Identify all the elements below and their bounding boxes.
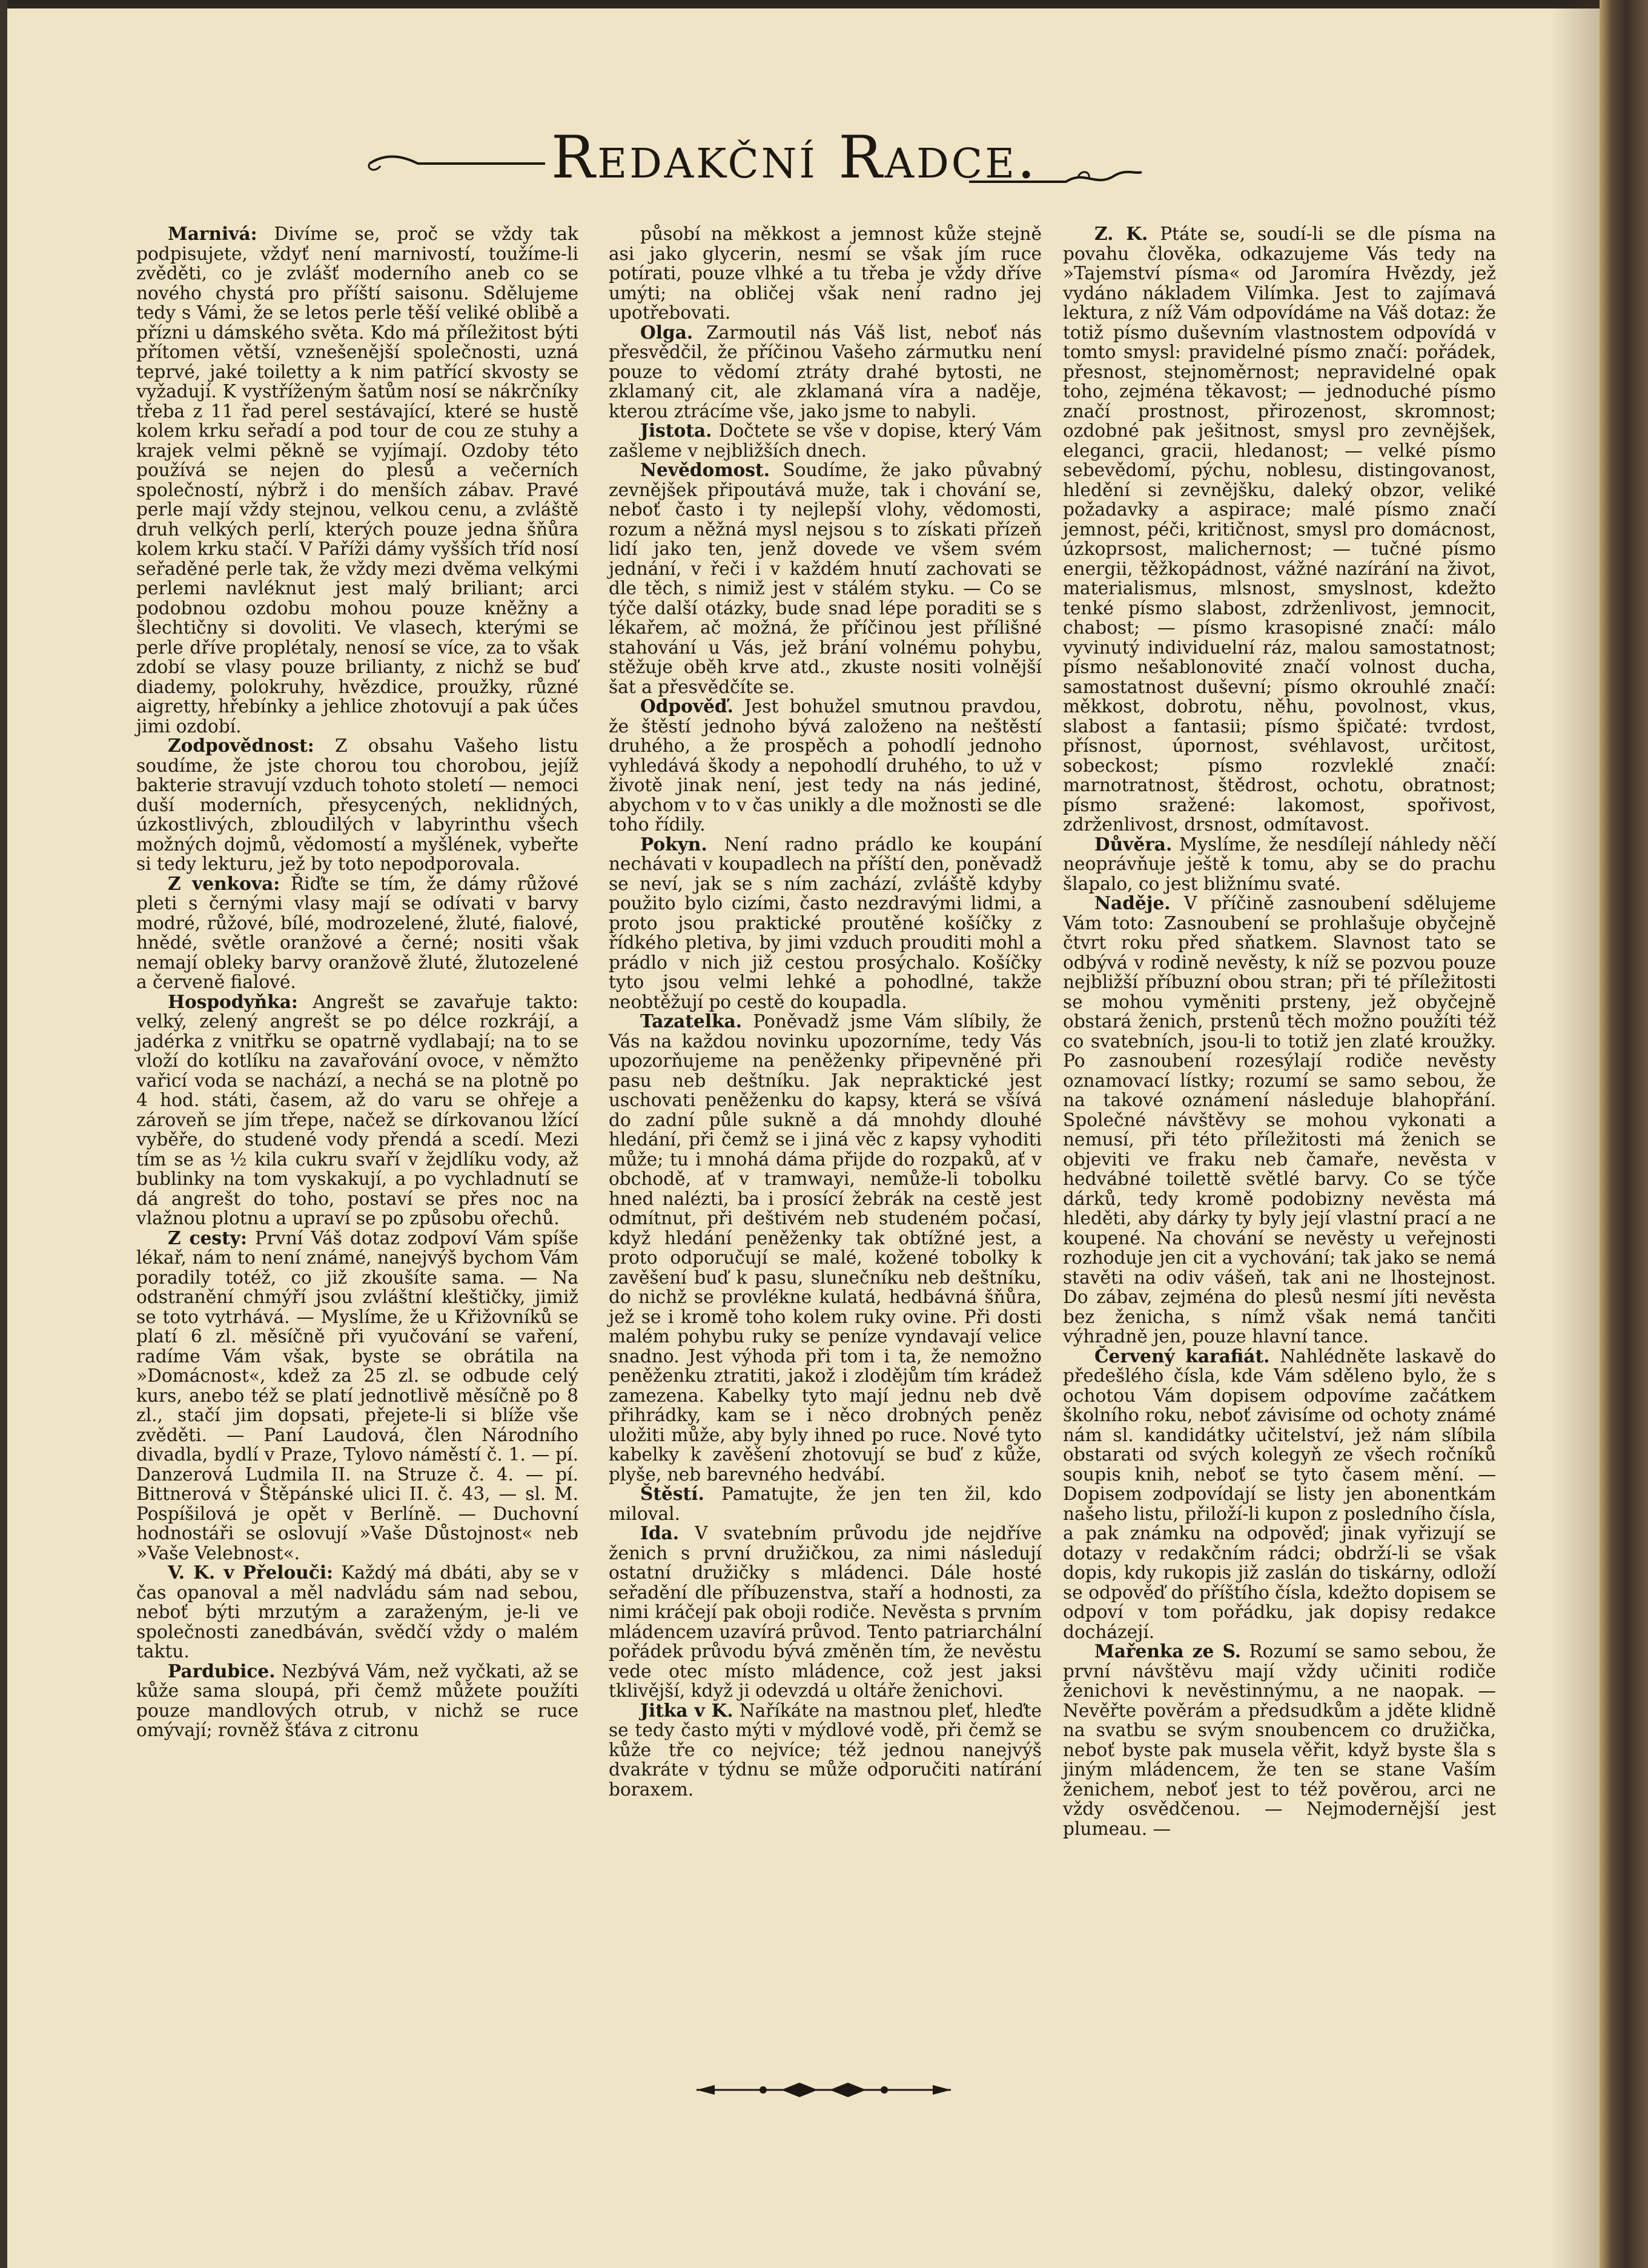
reply-paragraph [609,1524,1042,1701]
reply-heading: Jistota. [640,420,712,441]
reply-text: Pamatujte, že jen ten žil, kdo miloval. [609,1484,1042,1524]
reply-heading: Mařenka ze S. [1094,1640,1242,1662]
reply-text: Soudíme, že jako půvabný zevnějšek připoutává muže, tak i chování se, neboť často i ty nejlepší vlohy, vědomosti, rozum a něžná mysl nejsou s to získati přízeň lidí jako ten, jenž dovede ve všem svém jednání, v řeči i v každém hnutí zachovati se dle těch, s nimiž jest v stálém styku. — Co se týče další otázky, bude snad lépe poraditi se s lékařem, ač možná, že příčinou jest přílišné stahování u Vás, jež brání volnému pohybu, stěžuje oběh krve atd., zkuste nositi volnější šat a přesvědčíte se. [609,460,1042,697]
reply-paragraph [609,1012,1042,1484]
reply-text: V svatebním průvodu jde nejdříve ženich s první družičkou, za nimi následují ostatní družičky s mládenci. Dále hosté seřadění dle příbuzenstva, staří a hodnosti, za nimi kráčejí pak oboji rodiče. Nevěsta s prvním mládencem uzavírá průvod. Tento patriarchální pořádek průvodu bývá změněn tím, že nevěstu vede otec místo mládence, což jest jaksi tklivější, když ji odevzdá u oltáře ženichovi. [609,1523,1042,1701]
reply-paragraph [609,421,1042,460]
reply-heading: V. K. v Přelouči: [168,1562,333,1583]
reply-text: Zarmoutil nás Váš list, neboť nás přesvědčil, že příčinou Vašeho zármutku není pouze to vědomí ztráty drahé bytosti, ne zklamaný cit, ale zklamaná víra a naděje, kterou ztrácíme vše, jako jsme to nabyli. [609,322,1042,422]
reply-text: Poněvadž jsme Vám slíbily, že Vás na každou novinku upozorníme, tedy Vás upozorňujeme na peněženky připevněné při pasu neb deštníku. Jak nepraktické jest uschovati peněženku do kapsy, která se všívá do zadní půle sukně a dá mnohdy dlouhé hledání, při čemž se i jiná věc z kapsy vyhoditi může; tu i mnohá dáma přijde do rozpaků, ať v obchodě, ať v tramwayi, nemůže-li tobolku hned nalézti, ba i prosící žebrák na cestě jest odmítnut, při deštivém neb studeném počasí, když hledání peněženky tak obtížné jest, a proto odporučují se malé, kožené tobolky k zavěšení buď k pasu, slunečníku neb deštníku, do nichž se provlékne kulatá, hedbávná šňůra, jež se i kromě toho kolem ruky ovine. Při dosti malém pohybu ruky se peníze vyndavají velice snadno. Jest výhoda při tom i ta, že nemožno peněženku ztratiti, jakož i zlodějům tím krádež zamezena. Kabelky tyto mají jednu neb dvě přihrádky, kam se i něco drobných peněz uložiti může, aby byly ihned po ruce. Nové tyto kabelky k zavěšení zhotovují se buď z kůže, plyše, neb barevného hedvábí. [609,1011,1042,1485]
reply-paragraph [136,736,578,874]
reply-paragraph [136,224,578,736]
reply-text: působí na měkkost a jemnost kůže stejně asi jako glycerin, nesmí se však jím ruce potírati, pouze vlhké a tu třeba je vždy dříve umýti; na obličej však není radno jej upotřebovati. [609,224,1042,323]
reply-heading: Z cesty: [168,1227,247,1248]
reply-heading: Zodpovědnost: [168,735,314,756]
reply-text: Není radno prádlo ke koupání nechávati v koupadlech na příští den, poněvadž se neví, jak se s ním zachází, zvláště kdyby použito bylo cizími, často nezdravými lidmi, a proto jsou praktické proutěné košíčky z řídkého pletiva, by jimi vzduch prouditi mohl a prádlo v nich již cestou prosýchalo. Košíčky tyto jsou velmi lehké a pohodlné, takže neobtěžují po cestě do koupadla. [609,834,1042,1012]
page-shade [1550,0,1600,2268]
reply-heading: Marnivá: [168,223,257,244]
column-1 [136,224,578,1740]
reply-heading: Tazatelka. [640,1010,743,1032]
reply-text: Nahlédněte laskavě do předešlého čísla, kde Vám sděleno bylo, že s ochotou Vám dopisem odpovíme začátkem školního roku, neboť závisíme od ochoty známé nám sl. kandidátky učitelství, jež nám slíbila obstarati od svých kolegyň ze všech ročníků soupis knih, neboť se tyto časem mění. — Dopisem zodpovídají se listy jen abonentkám našeho listu, přiloží-li kupon z posledního čísla, a pak známku na odpověď; jinak vyřizují se dotazy v redakčním rádci; obdrží-li se však dopis, kdy rukopis již zaslán do tiskárny, odloží se odpověď do příštího čísla, kdežto dopisem se odpoví v tom pořádku, jak dopisy redakce docházejí. [1063,1345,1496,1642]
reply-paragraph [136,1228,578,1563]
reply-paragraph [1063,1642,1496,1839]
reply-heading: Z venkova: [168,872,280,894]
reply-text: První Váš dotaz zodpoví Vám spíše lékař, nám to není známé, nanejvýš bychom Vám poradily totéž, co již zkoušíte sama. — Na odstranění chmýří jsou zvláštní kleštičky, jimiž se toto vytrhává. — Myslíme, že u Křižovníků se platí 6 zl. měsíčně při vyučování se vaření, radíme Vám však, byste se obrátila na »Domácnost«, kdež za 25 zl. se odbude celý kurs, anebo též se platí jednotlivě měsíčně po 8 zl., stačí jim dopsati, přejete-li si blíže vše zvěděti. — Paní Laudová, člen Národního divadla, bydlí v Praze, Tylovo náměstí č. 1. — pí. Danzerová Ludmila II. na Struze č. 4. — pí. Bittnerová v Štěpánské ulici II. č. 43, — sl. M. Pospíšilová je opět v Berlíně. — Duchovní hodnostáři se oslovují »Vaše Důstojnost« neb »Vaše Velebnost«. [136,1227,578,1563]
reply-paragraph [1063,894,1496,1347]
reply-paragraph [609,835,1042,1012]
reply-paragraph [136,1563,578,1662]
reply-text: Z obsahu Vašeho listu soudíme, že jste chorou tou chorobou, jejíž bakterie stravují vzduch tohoto století — nemoci duší moderních, přesycených, neklidných, úzkostlivých, zbloudilých v labyrinthu všech možných dojmů, vědomostí a myšlének, vybeřte si tedy lekturu, jež by toto nepodporovala. [136,735,578,874]
reply-paragraph [136,874,578,992]
reply-text: Jest bohužel smutnou pravdou, že štěstí jednoho bývá založeno na neštěstí druhého, a že prospěch a pohodlí jednoho vyhledává škody a nepohodlí druhého, to už v životě jinak není, jest tedy na nás jediné, abychom v to v čas unikly a dle možnosti se dle toho řídily. [609,696,1042,835]
reply-paragraph [609,224,1042,323]
reply-paragraph [1063,224,1496,835]
reply-heading: Nevědomost. [640,459,770,480]
reply-heading: Pokyn. [640,833,707,855]
reply-text: Divíme se, proč se vždy tak podpisujete, vždyť není marnivostí, toužíme-li zvěděti, co je zvlášť moderního aneb co se nového chystá pro příští saisonu. Sdělujeme tedy s Vámi, že se letos perle těší veliké oblibě a přízni u dámského světa. Kdo má příležitost býti přítomen větší, vznešenější společnosti, uzná teprvé, jaké toiletty a k nim patřící skvosty se vyžadují. K vystříženým šatům nosí se nákrčníky třeba z 11 řad perel sestávající, které se hustě kolem krku seřadí a pod tour de cou ze stuhy a krajek velmi pěkně se vyjímají. Ozdoby této používá se nejen do plesů a večerních společností, nýbrž i do menších zábav. Pravé perle mají vždy stejnou, velkou cenu, a zvláště druh velkých perlí, kterých pouze jedna šňůra kolem krku stačí. V Paříži dámy vyšších tříd nosí seřaděné perle tak, že vždy mezi dvěma velkými perlemi navléknut jest malý briliant; arci podobnou ozdobu mohou pouze kněžny a šlechtičny si dovoliti. Ve vlasech, kterými se perle dříve proplétaly, nenosí se více, za to však zdobí se vlasy pouze brilianty, z nichž se buď diademy, polokruhy, hvězdice, proužky, různé aigretty, hřebínky a jehlice zhotovují a pak účes jimi ozdobí. [136,224,578,737]
reply-text: Naříkáte na mastnou pleť, hleďte se tedy často mýti v mýdlové vodě, při čemž se kůže tře co nejvíce; též jednou nanejvýš dvakráte v týdnu se může odporučiti natírání boraxem. [609,1700,1042,1800]
reply-text: Myslíme, že nesdílejí náhledy něčí neoprávňuje ještě k tomu, aby se do prachu šlapalo, co jest bližnímu svaté. [1063,834,1496,894]
column-2 [609,224,1042,1799]
reply-text: Každý má dbáti, aby se v čas opanoval a měl nadvládu sám nad sebou, neboť býti mrzutým a zaraženým, je-li ve společnosti zanedbáván, svědčí vždy o malém taktu. [136,1562,578,1662]
scan-edge-top [0,0,1648,8]
reply-heading: Odpověď. [640,695,733,717]
book-binding [1600,0,1648,2268]
reply-paragraph [1063,1347,1496,1642]
footer-ornament-icon [690,2078,957,2102]
reply-text: Nezbývá Vám, než vyčkati, až se kůže sama sloupá, při čemž můžete použíti pouze mandlových otrub, v nichž se ruce omývají; rovněž šťáva z citronu [136,1660,578,1740]
reply-paragraph [609,460,1042,697]
reply-paragraph [136,1662,578,1740]
reply-paragraph [609,697,1042,835]
reply-heading: Olga. [640,321,693,343]
column-3 [1063,224,1496,1839]
reply-heading: Naděje. [1094,892,1171,913]
scan-edge-left [0,0,7,2268]
reply-paragraph [609,1484,1042,1524]
reply-paragraph [609,323,1042,422]
reply-text: Angrešt se zavařuje takto: velký, zelený angrešt se po délce rozkrájí, a jadérka z vnitřku se opatrně vydlabají; na to se vloží do kotlíku na zavařování ovoce, v němžto vařicí voda se nachází, a nechá se na plotně po 4 hod. státi, časem, až do varu se ohřeje a zároveň se jím třepe, načež se dírkovanou lžící vyběře, do studené vody přendá a scedí. Mezi tím se as ½ kila cukru svaří v žejdlíku vody, až bublinky na tom vyskakují, a po vychladnutí se dá angrešt do toho, postaví se přes noc na vlažnou plotnu a upraví se po způsobu ořechů. [136,991,578,1228]
reply-paragraph [1063,835,1496,894]
reply-heading: Ida. [640,1522,680,1544]
reply-paragraph [609,1701,1042,1800]
reply-heading: Z. K. [1094,223,1148,244]
reply-text: Dočtete se vše v dopise, který Vám zašleme v nejbližších dnech. [609,420,1042,461]
reply-heading: Štěstí. [640,1483,704,1504]
reply-heading: Červený karafiát. [1094,1345,1270,1367]
reply-heading: Pardubice. [168,1660,276,1682]
page-header [363,121,1151,200]
reply-heading: Hospodyňka: [168,990,298,1012]
reply-text: Ptáte se, soudí-li se dle písma na povahu člověka, odkazujeme Vás tedy na »Tajemství písma« od Jaromíra Hvězdy, jež vydáno nákladem Vilímka. Jest to zajímavá lektura, z níž Vám odpovídáme na Váš dotaz: že totiž písmo duševním vlastnostem odpovídá v tomto smysl: pravidelné písmo značí: pořádek, přesnost, stejnoměrnost; nepravidelné opak toho, zejména těkavost; — jednoduché písmo značí prostnost, přirozenost, skromnost; ozdobné pak ješitnost, smysl pro zevnějšek, eleganci, gracii, hledanost; — velké písmo sebevědomí, pýchu, noblesu, distingovanost, hledění si zevnějšku, daleký obzor, veliké požadavky a aspirace; malé písmo značí jemnost, péči, kritičnost, smysl pro domácnost, úzkoprsost, malichernost; — tučné písmo energii, těžkopádnost, vážné nazírání na život, materialismus, mlsnost, smyslnost, kdežto tenké písmo slabost, zdrženlivost, jemnocit, chabost; — písmo krasopisné značí: málo vyvinutý individuelní ráz, malou samostatnost; písmo nešablonovité značí volnost ducha, samostatnost duševní; písmo okrouhlé značí: měkkost, dobrotu, něhu, povolnost, vkus, slabost a fantasii; písmo špičaté: tvrdost, přísnost, úpornost, svéhlavost, určitost, sobeckost; písmo rozvleklé značí: marnotratnost, štědrost, ochotu, obratnost; písmo sražené: lakomost, spořivost, zdrženlivost, drsnost, odmítavost. [1063,224,1496,835]
page-title: Redakční Radce. [551,124,1038,191]
reply-text: V příčině zasnoubení sdělujeme Vám toto: Zasnoubení se prohlašuje obyčejně čtvrt roku před sňatkem. Slavnost tato se odbývá v rodině nevěsty, k níž se pozvou pouze nejbližší příbuzní obou stran; při té příležitosti se mohou vyměniti prsteny, jež obyčejně obstará ženich, prstenů těch možno použíti též co svatebních, jsou-li to totiž jen zlaté kroužky. Po zasnoubení rozesýlají rodiče nevěsty oznamovací lístky; rozumí se samo sebou, že na takové oznámení následuje blahopřání. Společné návštěvy se mohou vykonati a nemusí, při této příležitosti má ženich se objeviti ve fraku neb čamaře, nevěsta v hedvábné toilettě světlé barvy. Co se týče dárků, tedy kromě podobizny nevěsta má hleděti, aby dárky ty byly její vlastní prací a ne koupené. Na chování se nevěsty u veřejnosti rozhoduje jen cit a vychování; tak jako se nemá stavěti na odiv vášeň, tak ani ne lhostejnost. Do zábav, zejména do plesů nesmí jíti nevěsta bez ženicha, s nímž však nemá tančiti výhradně jen, pouze hlavní tance. [1063,893,1496,1347]
reply-paragraph [136,992,578,1228]
reply-heading: Důvěra. [1094,833,1173,855]
reply-text: Rozumí se samo sebou, že první návštěvu mají vždy učiniti rodiče ženichovi k nevěstinnýmu, a ne naopak. — Nevěřte pověrám a předsudkům a jděte klidně na svatbu se svým snoubencem co družička, neboť byste pak musela věřit, když byste šla s jiným mládencem, že ten se stane Vaším ženichem, neboť jest to též pověrou, arci ne vždy osvědčenou. — Nejmodernější jest plumeau. — [1063,1641,1496,1839]
reply-text: Řiďte se tím, že dámy růžové pleti s černými vlasy mají se odívati v barvy modré, růžové, bílé, modrozelené, žluté, fialové, hnědé, světle oranžové a černé; nositi však nemají obleky barvy oranžově žluté, žlutozelené a červeně fialové. [136,873,578,992]
reply-heading: Jitka v K. [640,1699,733,1721]
